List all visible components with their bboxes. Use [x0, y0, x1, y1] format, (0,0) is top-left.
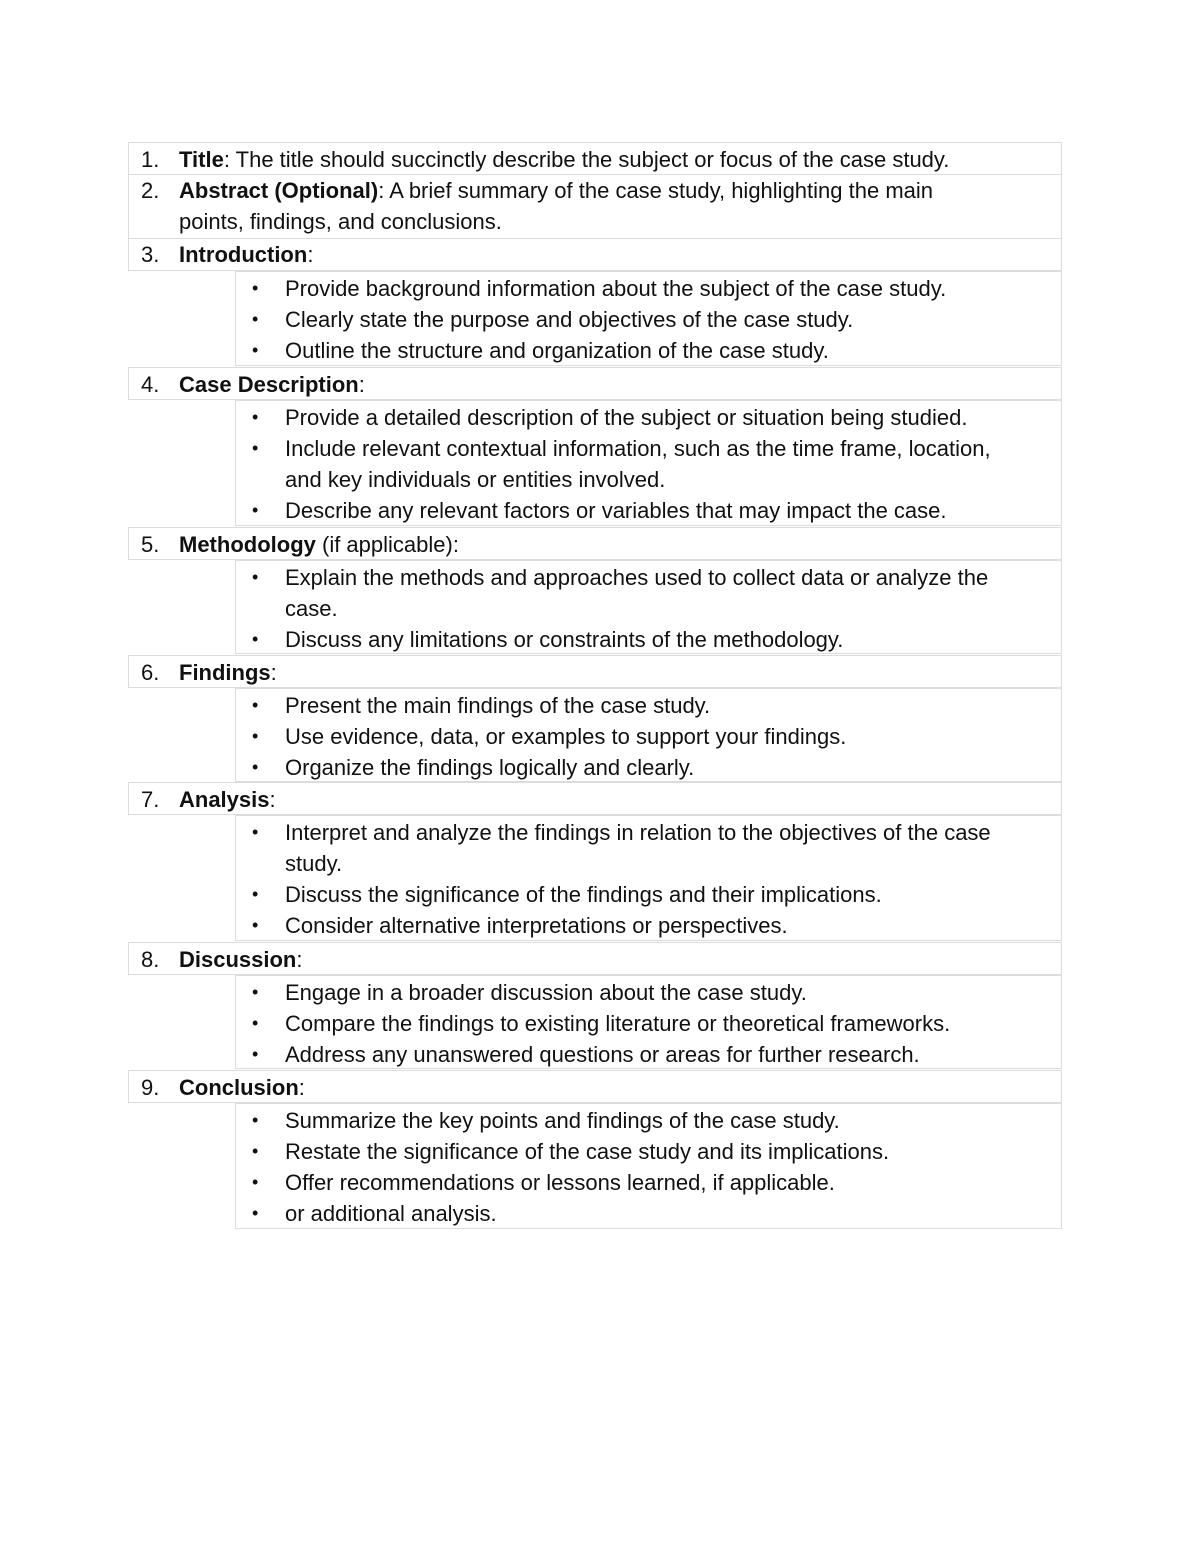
bullet-icon: • — [252, 340, 259, 360]
list-item — [236, 690, 1057, 721]
section-heading: Abstract (Optional) — [179, 178, 379, 203]
section-heading-line — [179, 144, 1057, 175]
section-heading-line — [179, 239, 1057, 270]
list-item-text: Discuss any limitations or constraints of the methodology. — [285, 627, 844, 652]
list-item — [236, 910, 1057, 941]
section-description: : — [307, 242, 314, 267]
section-5-bullets — [235, 560, 1062, 654]
section-number: 9. — [141, 1075, 160, 1100]
bullet-list — [236, 1105, 1057, 1229]
bullet-icon: • — [252, 915, 259, 935]
bullet-icon: • — [252, 1013, 259, 1033]
list-item — [236, 1136, 1057, 1167]
bullet-icon: • — [252, 1110, 259, 1130]
list-item — [236, 562, 1057, 624]
section-4-row — [128, 367, 1062, 400]
bullet-list — [236, 402, 1057, 526]
list-item-text: or additional analysis. — [285, 1201, 497, 1226]
section-description: : — [298, 1075, 305, 1100]
bullet-icon: • — [252, 438, 259, 458]
list-item-text: Interpret and analyze the findings in relation to the objectives of the case — [285, 820, 991, 845]
list-item — [236, 1167, 1057, 1198]
section-heading: Conclusion — [179, 1075, 299, 1100]
bullet-icon: • — [252, 726, 259, 746]
list-item-text: Consider alternative interpretations or perspectives. — [285, 913, 788, 938]
list-item — [236, 1039, 1057, 1070]
bullet-icon: • — [252, 278, 259, 298]
section-heading-line — [179, 657, 1057, 688]
bullet-list — [236, 562, 1057, 655]
list-item — [236, 752, 1057, 783]
list-item-text: Restate the significance of the case study and its implications. — [285, 1139, 890, 1164]
section-description: : — [269, 787, 276, 812]
bullet-icon: • — [252, 500, 259, 520]
bullet-icon: • — [252, 757, 259, 777]
section-number: 8. — [141, 947, 160, 972]
section-1-row — [128, 142, 1062, 175]
section-9-bullets — [235, 1103, 1062, 1229]
list-item-text: Summarize the key points and findings of the case study. — [285, 1108, 840, 1133]
list-item — [236, 817, 1057, 879]
section-number: 3. — [141, 242, 160, 267]
list-item — [236, 402, 1057, 433]
section-7-bullets — [235, 815, 1062, 941]
list-item — [236, 977, 1057, 1008]
list-item — [236, 1105, 1057, 1136]
section-number: 7. — [141, 787, 160, 812]
section-heading-line — [179, 784, 1057, 815]
section-number: 1. — [141, 147, 160, 172]
section-9-row — [128, 1070, 1062, 1103]
list-item — [236, 304, 1057, 335]
list-item-text: Offer recommendations or lessons learned, if applicable. — [285, 1170, 835, 1195]
list-item-text: Describe any relevant factors or variables that may impact the case. — [285, 498, 947, 523]
list-item — [236, 495, 1057, 526]
section-heading: Introduction — [179, 242, 308, 267]
list-item — [236, 879, 1057, 910]
section-description: : — [296, 947, 303, 972]
section-7-row — [128, 782, 1062, 815]
section-6-row — [128, 655, 1062, 688]
list-item — [236, 433, 1057, 495]
bullet-icon: • — [252, 407, 259, 427]
bullet-list — [236, 977, 1057, 1070]
section-heading-line — [179, 944, 1057, 975]
bullet-icon: • — [252, 1044, 259, 1064]
section-description: (if applicable): — [315, 532, 459, 557]
bullet-icon: • — [252, 629, 259, 649]
section-description: : — [270, 660, 277, 685]
list-item-text: Use evidence, data, or examples to support your findings. — [285, 724, 847, 749]
section-4-bullets — [235, 400, 1062, 526]
list-item-text: Clearly state the purpose and objectives of the case study. — [285, 307, 854, 332]
bullet-icon: • — [252, 567, 259, 587]
section-description: : The title should succinctly describe the subject or focus of the case study. — [223, 147, 950, 172]
section-heading: Findings — [179, 660, 271, 685]
list-item-text: Explain the methods and approaches used to collect data or analyze the — [285, 565, 989, 590]
section-6-bullets — [235, 688, 1062, 782]
section-heading-line — [179, 175, 1057, 237]
section-heading: Case Description — [179, 372, 359, 397]
section-heading-line — [179, 529, 1057, 560]
list-item-text: Organize the findings logically and clearly. — [285, 755, 695, 780]
bullet-icon: • — [252, 309, 259, 329]
list-item-text-line-2: study. — [285, 851, 343, 876]
list-item — [236, 624, 1057, 655]
section-heading: Title — [179, 147, 224, 172]
list-item-text: Discuss the significance of the findings and their implications. — [285, 882, 882, 907]
list-item-text-line-2: and key individuals or entities involved. — [285, 467, 666, 492]
list-item-text: Present the main findings of the case study. — [285, 693, 711, 718]
list-item-text: Address any unanswered questions or areas for further research. — [285, 1042, 920, 1067]
section-number: 2. — [141, 178, 160, 203]
list-item — [236, 1008, 1057, 1039]
list-item — [236, 721, 1057, 752]
bullet-list — [236, 690, 1057, 783]
section-3-row — [128, 239, 1062, 271]
list-item-text: Include relevant contextual information, such as the time frame, location, — [285, 436, 991, 461]
section-number: 4. — [141, 372, 160, 397]
bullet-list — [236, 273, 1057, 366]
section-8-bullets — [235, 975, 1062, 1069]
section-description: : A brief summary of the case study, highlighting the main — [378, 178, 934, 203]
section-heading-line — [179, 1072, 1057, 1103]
section-heading: Discussion — [179, 947, 297, 972]
section-number: 5. — [141, 532, 160, 557]
section-description-line-2: points, findings, and conclusions. — [179, 209, 502, 234]
bullet-icon: • — [252, 884, 259, 904]
list-item-text: Outline the structure and organization of the case study. — [285, 338, 829, 363]
list-item — [236, 335, 1057, 366]
section-5-row — [128, 527, 1062, 560]
list-item-text: Provide background information about the subject of the case study. — [285, 276, 947, 301]
list-item-text: Engage in a broader discussion about the case study. — [285, 980, 807, 1005]
list-item — [236, 1198, 1057, 1229]
list-item — [236, 273, 1057, 304]
bullet-icon: • — [252, 822, 259, 842]
bullet-icon: • — [252, 695, 259, 715]
list-item-text-line-2: case. — [285, 596, 338, 621]
bullet-icon: • — [252, 1172, 259, 1192]
bullet-icon: • — [252, 1203, 259, 1223]
bullet-icon: • — [252, 1141, 259, 1161]
bullet-list — [236, 817, 1057, 941]
list-item-text: Compare the findings to existing literature or theoretical frameworks. — [285, 1011, 951, 1036]
section-number: 6. — [141, 660, 160, 685]
section-heading-line — [179, 369, 1057, 400]
section-2-row — [128, 175, 1062, 239]
section-heading: Methodology — [179, 532, 316, 557]
section-8-row — [128, 942, 1062, 975]
list-item-text: Provide a detailed description of the subject or situation being studied. — [285, 405, 968, 430]
section-description: : — [358, 372, 365, 397]
bullet-icon: • — [252, 982, 259, 1002]
section-3-bullets — [235, 271, 1062, 366]
section-heading: Analysis — [179, 787, 270, 812]
